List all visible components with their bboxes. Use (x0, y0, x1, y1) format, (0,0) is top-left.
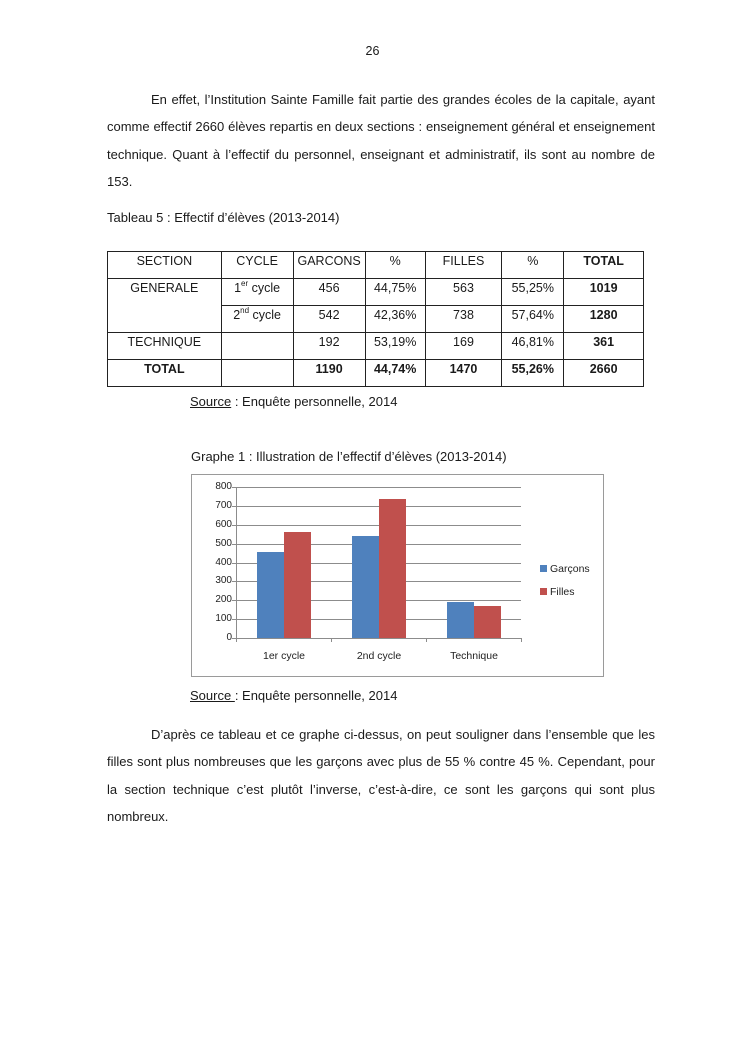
chart-legend (540, 557, 590, 603)
x-tick-mark (331, 638, 332, 642)
cell-pct-filles: 55,26% (502, 360, 564, 387)
y-tick-mark (232, 525, 236, 526)
gridline (236, 487, 521, 488)
header-pct-filles: % (502, 252, 564, 279)
y-tick-label: 200 (215, 594, 232, 606)
cell-total: 2660 (564, 360, 644, 387)
cell-filles: 563 (425, 279, 502, 306)
cell-section (108, 306, 222, 333)
bar-garcons (257, 552, 284, 638)
table-row (108, 306, 644, 333)
x-tick-label: Technique (450, 650, 498, 662)
cell-total: 361 (564, 333, 644, 360)
x-tick-mark (521, 638, 522, 642)
y-tick-label: 800 (215, 481, 232, 492)
y-tick-label: 500 (215, 537, 232, 549)
y-tick-mark (232, 600, 236, 601)
y-tick-mark (232, 619, 236, 620)
header-cycle: CYCLE (221, 252, 293, 279)
y-tick-label: 300 (215, 575, 232, 587)
legend-item-filles: Filles (540, 580, 590, 603)
source-text: : Enquête personnelle, 2014 (234, 688, 398, 703)
cell-pct-filles: 55,25% (502, 279, 564, 306)
cell-garcons: 542 (293, 306, 365, 333)
cell-pct-garcons: 44,75% (365, 279, 425, 306)
graph-caption: Graphe 1 : Illustration de l’effectif d’élèves (2013-2014) (191, 449, 507, 464)
cell-total: 1280 (564, 306, 644, 333)
x-tick-label: 1er cycle (262, 650, 305, 662)
cell-pct-garcons: 53,19% (365, 333, 425, 360)
table-row (108, 333, 644, 360)
bar-garcons (447, 602, 474, 638)
bar-chart (191, 474, 604, 677)
cell-total: 1019 (564, 279, 644, 306)
table-header-row (108, 252, 644, 279)
cell-cycle: 1er cycle (221, 279, 293, 306)
bar-filles (379, 499, 406, 638)
cell-section: TOTAL (108, 360, 222, 387)
source-label: Source (190, 394, 232, 409)
header-section: SECTION (108, 252, 222, 279)
students-table (107, 251, 644, 387)
header-pct-garcons: % (365, 252, 425, 279)
cell-garcons: 192 (293, 333, 365, 360)
source-label: Source (190, 688, 235, 703)
cell-filles: 1470 (425, 360, 502, 387)
table-source (190, 394, 397, 409)
header-garcons: GARCONS (293, 252, 365, 279)
table-row (108, 279, 644, 306)
cell-section: TECHNIQUE (108, 333, 222, 360)
gridline (236, 638, 521, 639)
cell-pct-garcons: 42,36% (365, 306, 425, 333)
cell-garcons: 1190 (293, 360, 365, 387)
bar-filles (284, 532, 311, 638)
legend-swatch-filles (540, 588, 547, 595)
x-tick-label: 2nd cycle (356, 650, 402, 662)
table-total-row (108, 360, 644, 387)
cell-pct-filles: 46,81% (502, 333, 564, 360)
cell-garcons: 456 (293, 279, 365, 306)
graph-source (190, 688, 397, 703)
x-tick-mark (426, 638, 427, 642)
y-tick-label: 100 (215, 613, 232, 625)
y-tick-mark (232, 506, 236, 507)
y-tick-mark (232, 563, 236, 564)
y-tick-mark (232, 581, 236, 582)
y-tick-label: 700 (215, 499, 232, 511)
cell-pct-garcons: 44,74% (365, 360, 425, 387)
intro-paragraph (107, 86, 655, 195)
bar-filles (474, 606, 501, 638)
y-tick-label: 400 (215, 556, 232, 568)
conclusion-paragraph (107, 721, 655, 830)
conclusion-paragraph-text: D’après ce tableau et ce graphe ci-dessus, on peut souligner dans l’ensemble que les filles sont plus nombreuses que les garçons avec plus de 55 % contre 45 %. Cependant, pour la section technique c’est plutôt l’inverse, c’est-à-dire, ce sont les garçons qui sont plus nombreux. (107, 727, 655, 824)
y-tick-label: 0 (226, 632, 232, 643)
cell-cycle: 2nd cycle (221, 306, 293, 333)
y-tick-mark (232, 487, 236, 488)
legend-swatch-garcons (540, 565, 547, 572)
intro-paragraph-text: En effet, l’Institution Sainte Famille fait partie des grandes écoles de la capitale, ayant comme effectif 2660 élèves repartis en deux sections : enseignement général et enseignement technique. Quant à l’effectif du personnel, enseignant et administratif, ils sont au nombre de 153. (107, 92, 655, 189)
legend-item-garcons: Garçons (540, 557, 590, 580)
source-text: : Enquête personnelle, 2014 (231, 394, 398, 409)
x-tick-mark (236, 638, 237, 642)
table-caption: Tableau 5 : Effectif d’élèves (2013-2014) (107, 210, 340, 225)
cell-section: GENERALE (108, 279, 222, 306)
header-filles: FILLES (425, 252, 502, 279)
cell-filles: 169 (425, 333, 502, 360)
bar-garcons (352, 536, 379, 638)
cell-cycle (221, 333, 293, 360)
cell-filles: 738 (425, 306, 502, 333)
y-tick-mark (232, 544, 236, 545)
cell-pct-filles: 57,64% (502, 306, 564, 333)
page-number: 26 (365, 44, 380, 58)
chart-plot-area (215, 481, 521, 662)
cell-cycle (221, 360, 293, 387)
y-tick-label: 600 (215, 518, 232, 530)
header-total: TOTAL (564, 252, 644, 279)
